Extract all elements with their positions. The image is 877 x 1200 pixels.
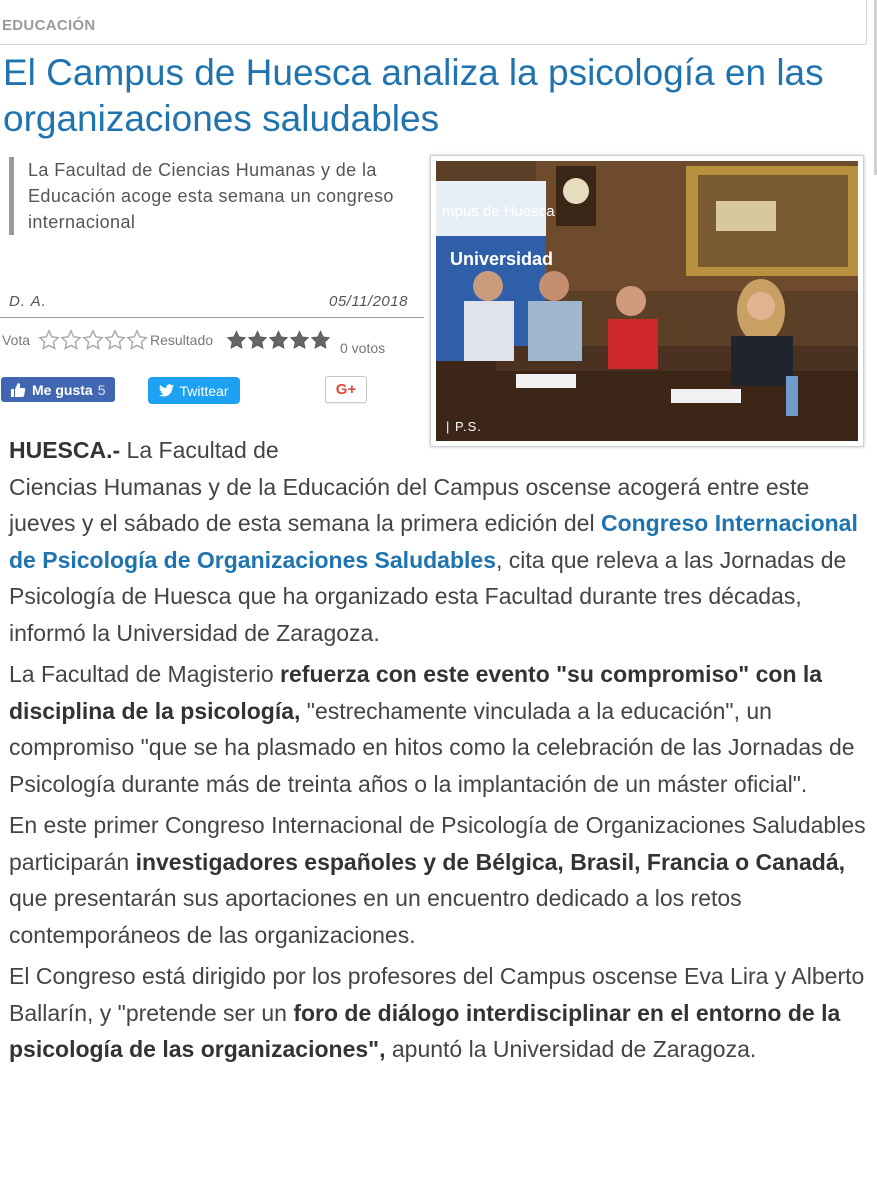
paragraph-3 (9, 807, 871, 953)
article-body (9, 432, 871, 1073)
article-date: 05/11/2018 (329, 293, 408, 310)
star-filled-icon (226, 328, 247, 352)
congress-link[interactable]: Congreso Internacional de Psicología de Organizaciones Saludables (9, 510, 858, 573)
rating-bar (2, 328, 432, 354)
paragraph-text: En este primer Congreso Internacional de Psicología de Organizaciones Saludables participarán (9, 812, 866, 875)
result-stars (226, 328, 331, 354)
meta-divider (0, 317, 424, 318)
paragraph-1 (9, 432, 871, 651)
paragraph-text: que presentarán sus aportaciones en un encuentro dedicado a los retos contemporáneos de las organizaciones. (9, 885, 742, 948)
paragraph-bold: refuerza con este evento "su compromiso" con la disciplina de la psicología, (9, 661, 823, 724)
thumbs-up-icon (10, 382, 26, 398)
vote-count: 0 votos (340, 340, 386, 356)
section-label[interactable]: EDUCACIÓN (2, 17, 96, 34)
section-divider (0, 44, 866, 45)
vote-stars[interactable] (38, 328, 148, 354)
paragraph-text: La Facultad de Magisterio (9, 661, 281, 687)
paragraph-text: apuntó la Universidad de Zaragoza. (385, 1036, 757, 1062)
google-plus-button[interactable] (325, 376, 367, 403)
star-empty-icon[interactable] (82, 328, 104, 352)
star-empty-icon[interactable] (126, 328, 148, 352)
paragraph-text: Ciencias Humanas y de la Educación del Campus oscense acogerá entre este jueves y el sábado de esta semana la primera edición del (9, 473, 810, 536)
result-label: Resultado (150, 332, 214, 348)
photo-credit: | P.S. (446, 419, 482, 434)
photo-canvas (436, 161, 858, 441)
paragraph-text: La Facultad de (120, 437, 279, 463)
tweet-button[interactable] (148, 377, 240, 404)
paragraph-bold: investigadores españoles y de Bélgica, Brasil, Francia o Canadá, (135, 848, 846, 875)
article-photo[interactable] (430, 155, 864, 447)
twitter-bird-icon (159, 384, 174, 397)
article-author: D. A. (9, 293, 47, 310)
lead-location: HUESCA.- (9, 437, 121, 463)
paragraph-text: "estrechamente vinculada a la educación", un compromiso "que se ha plasmado en hitos como la celebración de las Jornadas de Psicología durante más de treinta años o la implantación de un máster oficial". (9, 697, 855, 797)
paragraph-text: , cita que releva a las Jornadas de Psicología de Huesca que ha organizado esta Facultad durante tres décadas, informó la Universidad de Zaragoza. (9, 546, 847, 646)
article-subtitle: La Facultad de Ciencias Humanas y de la Educación acoge esta semana un congreso internacional (9, 157, 414, 235)
paragraph-text: El Congreso está dirigido por los profesores del Campus oscense Eva Lira y Alberto Ballarín, y "pretende ser un (9, 963, 865, 1026)
star-filled-icon (247, 328, 268, 352)
vote-label: Vota (2, 332, 31, 348)
like-count: 5 (97, 381, 106, 398)
star-empty-icon[interactable] (60, 328, 82, 352)
paragraph-2 (9, 656, 871, 802)
facebook-like-button[interactable] (1, 377, 115, 402)
star-empty-icon[interactable] (104, 328, 126, 352)
section-divider-vertical (866, 0, 867, 44)
paragraph-4 (9, 958, 871, 1068)
star-filled-icon (268, 328, 289, 352)
gplus-label: G+ (335, 381, 357, 398)
tweet-label: Twittear (179, 382, 229, 399)
photo-banner-text: mpus de Huesca (442, 203, 555, 220)
like-label: Me gusta (32, 381, 93, 398)
photo-banner-title: Universidad (450, 249, 554, 269)
star-filled-icon (289, 328, 310, 352)
star-filled-icon (310, 328, 331, 352)
article-title: El Campus de Huesca analiza la psicología en las organizaciones saludables (3, 52, 824, 139)
paragraph-bold: foro de diálogo interdisciplinar en el entorno de la psicología de las organizaciones", (9, 999, 841, 1062)
star-empty-icon[interactable] (38, 328, 60, 352)
